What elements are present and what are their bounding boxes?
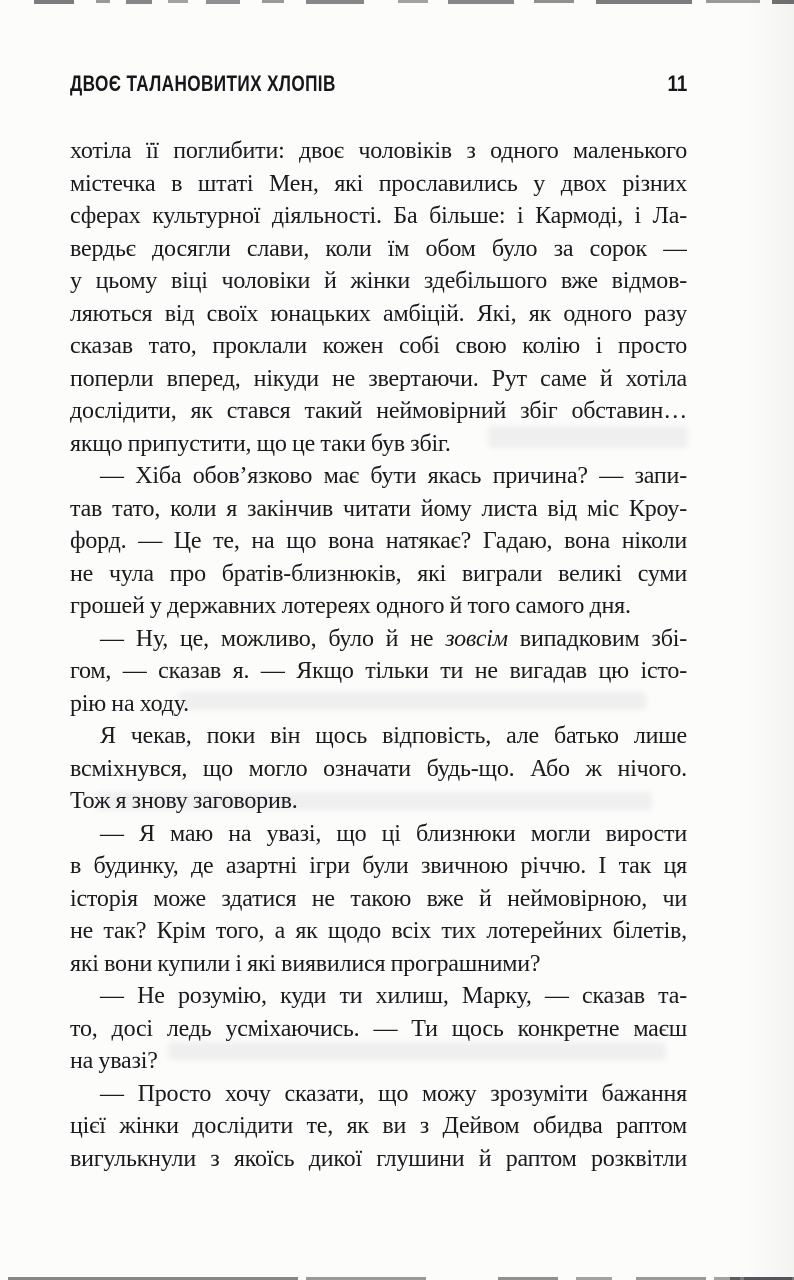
text-line: цієї жінки дослідити те, як ви з Дейвом обидва раптом [70,1113,687,1139]
text-line: Я чекав, поки він щось відповість, але батько лише [100,723,687,749]
running-head [70,71,687,97]
page-edge-artifact-top [0,0,794,5]
text-line: то, досі ледь усміхаючись. — Ти щось конкретне маєш [70,1015,687,1042]
chapter-title: ДВОЄ ТАЛАНОВИТИХ ХЛОПІВ [70,71,336,96]
page-edge-artifact-bottom [0,1274,794,1280]
text-line: поперли вперед, нікуди не звертаючи. Рут саме й хотіла [70,365,687,392]
text-line: тав тато, коли я закінчив читати йому листа від міс Кроу- [70,495,687,522]
paragraph [70,623,687,721]
text-line: ляються від своїх юнацьких амбіцій. Які, як одного разу [70,300,687,327]
text-line: гом, — сказав я. — Якщо тільки ти не вигадав цю істо- [70,658,687,684]
paragraph [70,980,687,1078]
text-line: — Я маю на увазі, що ці близнюки могли вирости [100,820,687,847]
paragraph [70,818,687,981]
body-text [70,135,687,1175]
text-line: сказав тато, проклали кожен собі свою колію і просто [70,333,687,359]
text-line: — Не розумію, куди ти хилиш, Марку, — сказав та- [100,983,687,1009]
text-line: у цьому віці чоловіки й жінки здебільшого вже відмов- [70,268,687,294]
paragraph [70,135,687,460]
text-line: історія може здатися не такою вже й неймовірною, чи [70,885,687,912]
paragraph [70,720,687,818]
text-line: які вони купили і які виявилися програшними? [70,950,541,977]
text-line: всміхнувся, що могло означати будь-що. Або ж нічого. [70,755,687,782]
page-number: 11 [667,71,687,96]
text-line: вердьє досягли слави, коли їм обом було за сорок — [70,235,687,262]
paragraph [70,1078,687,1176]
text-line: Тож я знову заговорив. [70,788,298,814]
text-line: не так? Крім того, а як щодо всіх тих лотерейних білетів, [70,918,687,944]
text-line: рію на ходу. [70,690,189,717]
text-line: містечка в штаті Мен, які прославились у двох різних [70,170,687,197]
text-line: — Просто хочу сказати, що можу зрозуміти бажання [100,1080,687,1107]
text-line: грошей у державних лотереях одного й того самого дня. [70,593,631,619]
text-line: хотіла її поглибити: двоє чоловіків з одного маленького [70,138,687,164]
page-curve-shading [746,0,794,1280]
text-line: якщо припустити, що це таки був збіг. [70,430,451,457]
text-line: форд. — Це те, на що вона натякає? Гадаю, вона ніколи [70,528,687,554]
text-line: — Хіба обов’язково має бути якась причина? — запи- [100,463,687,489]
text-line: сферах культурної діяльності. Ба більше: і Кармоді, і Ла- [70,203,687,229]
text-line: в будинку, де азартні ігри були звичною річчю. І так ця [70,853,687,879]
text-line: дослідити, як стався такий неймовірний збіг обставин… [70,398,687,424]
text-line: вигулькнули з якоїсь дикої глушини й раптом розквітли [70,1145,687,1172]
text-line: — Ну, це, можливо, було й не зовсім випадковим збі- [100,625,687,652]
paragraph [70,460,687,623]
text-line: на увазі? [70,1048,158,1074]
text-line: не чула про братів-близнюків, які виграли великі суми [70,560,687,587]
